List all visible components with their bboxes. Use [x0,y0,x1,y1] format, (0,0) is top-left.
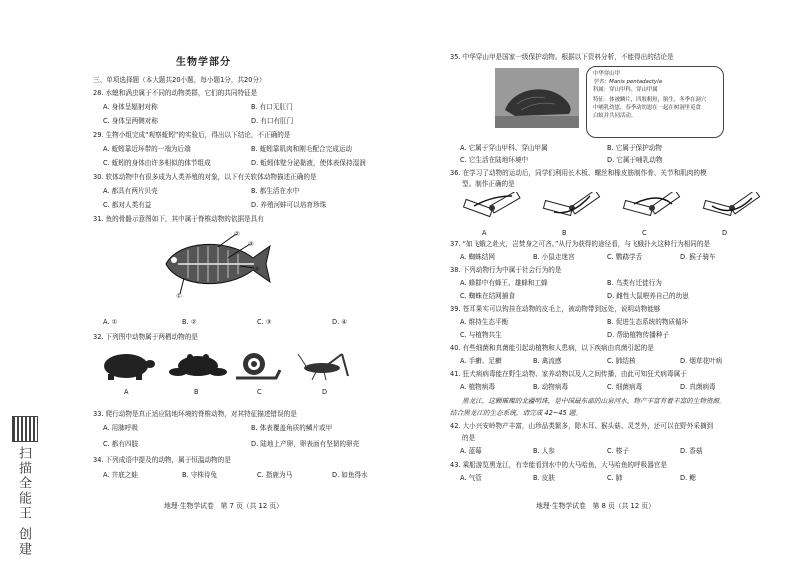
pangolin-info-box [586,66,724,138]
fish-label-2: ② [234,230,240,238]
passage-line-2: 结合黑龙江的生态系统，请完成 42~45 题。 [450,409,582,417]
q30-option-d[interactable]: D. 养殖河蚌可以培育珍珠 [251,201,327,209]
q42-stem: 42. 大小兴安岭物产丰富，山珍品类繁多，除木耳、猴头菇、灵芝外，还可以在野外采摘到 [450,422,714,430]
q40-stem: 40. 有些细菌和真菌能引起动植物和人患病，以下疾病由真菌引起的是 [450,344,654,352]
q35-option-d[interactable]: D. 它属于哺乳动物 [607,156,663,164]
q31-option-d[interactable]: D. ④ [332,318,348,326]
q36-option-b[interactable]: B [562,229,567,237]
q43-option-c[interactable]: C. 肺 [607,474,623,482]
q29-option-c[interactable]: C. 蚯蚓的身体由许多相似的体节组成 [103,159,211,167]
q40-option-c[interactable]: C. 肺结核 [607,357,636,365]
info-line-1: 中华穿山甲 [593,71,620,77]
info-line-3: 科属：穿山甲科、穿山甲属 [593,87,658,93]
fish-label-4: ④ [254,265,260,273]
q31-option-a[interactable]: A. ① [103,318,118,326]
q34-option-a[interactable]: A. 井底之蛙 [103,471,138,479]
right-page-footer: 地理·生物学试卷 第 8 页（共 12 页） [536,502,655,510]
q41-option-b[interactable]: B. 动物病毒 [533,383,569,391]
section-title: 生物学部分 [176,57,231,68]
fish-skeleton-figure [158,228,278,300]
q28-stem: 28. 水螅和涡虫属于不同的动物类群，它们的共同特征是 [93,89,258,97]
q30-option-b[interactable]: B. 都生活在水中 [251,187,300,195]
q36-option-a[interactable]: A [482,229,487,237]
q28-option-c[interactable]: C. 身体呈两侧对称 [103,117,158,125]
q42-option-d[interactable]: D. 香菇 [680,447,703,455]
q42-option-b[interactable]: B. 人参 [533,447,555,455]
q40-option-d[interactable]: D. 烟草花叶病 [680,357,723,365]
info-line-4: 特征：体被鳞片，四肢粗短，胎生，冬季在洞穴 [593,97,707,103]
q36-option-c[interactable]: C [642,229,647,237]
q39-stem: 39. 苍耳果实可以钩挂在动物的皮毛上，被动物带到远处，说明动物能够 [450,305,661,313]
q30-stem: 30. 软体动物中有很多成为人类养殖的对象，以下有关软体动物描述正确的是 [93,173,317,181]
q40-option-a[interactable]: A. 手癣、足癣 [460,357,502,365]
q37-option-a[interactable]: A. 蜘蛛结网 [460,253,495,261]
passage-line-1: 黑龙江，这颗璀璨的北疆明珠，是中国最东部的山泉河水，物产丰富有着丰富的生物资源。 [462,397,726,405]
q37-option-b[interactable]: B. 小鼠走迷宫 [533,253,575,261]
q41-stem: 41. 狂犬病病毒能在野生动物、家养动物以及人之间传播，由此可知狂犬病毒属于 [450,370,687,378]
frog-image [168,350,228,382]
fish-label-3: ③ [248,240,254,248]
scanner-watermark-text: 扫描全能王 创建 [16,446,31,558]
q39-option-c[interactable]: C. 与植物共生 [460,331,502,339]
q31-option-b[interactable]: B. ② [182,318,197,326]
q36-option-d[interactable]: D [722,229,728,237]
q39-option-d[interactable]: D. 帮助植物传播种子 [607,331,670,339]
q33-option-b[interactable]: B. 体表覆盖角质的鳞片或甲 [251,424,333,432]
q35-option-b[interactable]: B. 它属于保护动物 [607,144,662,152]
q38-option-b[interactable]: B. 鸟类有迁徙行为 [607,279,662,287]
q34-option-b[interactable]: B. 守株待兔 [182,471,218,479]
q29-stem: 29. 生物小组完成“观察蚯蚓”的实验后，得出以下结论，不正确的是 [93,131,291,139]
q33-stem: 33. 爬行动物是真正适应陆地环境的脊椎动物，对其特征描述错误的是 [93,410,297,418]
q39-option-b[interactable]: B. 促进生态系统的物质循环 [607,318,689,326]
info-line-6: 白蚁并共同活动。 [593,113,637,119]
q31-option-c[interactable]: C. ③ [257,318,272,326]
scanner-watermark [6,416,42,557]
q32-option-b[interactable]: B [194,388,199,396]
left-page-footer: 地理·生物学试卷 第 7 页（共 12 页） [164,502,283,510]
q28-option-d[interactable]: D. 有口有肛门 [251,117,294,125]
q38-option-c[interactable]: C. 蜘蛛在结网捕食 [460,292,515,300]
turtle-image [96,350,156,382]
q34-option-d[interactable]: D. 如鱼得水 [332,471,368,479]
q29-option-b[interactable]: B. 蚯蚓靠肌肉和刚毛配合完成运动 [251,145,353,153]
q43-option-a[interactable]: A. 气管 [460,474,482,482]
q30-option-a[interactable]: A. 都具有两片贝壳 [103,187,158,195]
q38-option-a[interactable]: A. 蜂群中有蜂王、雄蜂和工蜂 [460,279,548,287]
info-line-5: 中哺乳幼崽，春季动幼崽在一起在树洞里觅食 [593,105,701,111]
q29-option-a[interactable]: A. 蚯蚓靠近环带的一端为后端 [103,145,191,153]
q33-option-c[interactable]: C. 都有四肢 [103,440,139,448]
grasshopper-image [296,350,352,382]
q43-option-b[interactable]: B. 皮肤 [533,474,555,482]
q38-stem: 38. 下列动物行为中属于社会行为的是 [450,266,562,274]
q41-option-d[interactable]: D. 真菌病毒 [680,383,716,391]
q32-stem: 32. 下列图中动物属于两栖动物的是 [93,333,198,341]
q33-option-a[interactable]: A. 用肺呼吸 [103,424,138,432]
pangolin-photo [495,68,579,128]
q35-option-c[interactable]: C. 它生活在陆地环境中 [460,156,529,164]
q37-stem: 37. “如飞蛾之赴火，岂焚身之可吝。”从行为获得的途径看，与飞蛾扑火这种行为相同的是 [450,240,711,248]
q38-option-d[interactable]: D. 雌性大鼠喂养自己的幼崽 [607,292,689,300]
q37-option-d[interactable]: D. 猴子骑车 [680,253,716,261]
snail-image [232,350,282,382]
q43-stem: 43. 乘船游览黑龙江，有幸能看到水中的大马哈鱼，大马哈鱼的呼吸器官是 [450,461,667,469]
q29-option-d[interactable]: D. 蚯蚓体壁分泌黏液，使体表保持湿润 [251,159,366,167]
q34-option-c[interactable]: C. 指鹿为马 [257,471,293,479]
q35-stem: 35. 中华穿山甲是国家一级保护动物。根据以下资料分析，不能得出的结论是 [450,53,674,61]
q39-option-a[interactable]: A. 维持生态平衡 [460,318,509,326]
q41-option-c[interactable]: C. 细菌病毒 [607,383,643,391]
q41-option-a[interactable]: A. 植物病毒 [460,383,495,391]
q32-option-a[interactable]: A [124,388,129,396]
joint-model-figures [462,192,772,228]
q32-option-d[interactable]: D [322,388,328,396]
section-heading: 三、单项选择题（本大题共20小题，每小题1分，共20分） [93,76,266,84]
q32-option-c[interactable]: C [257,388,262,396]
q31-stem: 31. 鱼的骨骼示意图如下，其中属于脊椎动物的依据是具有 [93,215,264,223]
q36-stem: 36. 在学习了动物的运动后，同学们利用长木板、螺丝和橡皮筋制作骨、关节和肌肉的模 [450,169,707,177]
q30-option-c[interactable]: C. 都对人类有益 [103,201,152,209]
info-line-2: 学名：Manis pentadactyla [593,79,662,85]
q37-option-c[interactable]: C. 鹦鹉学舌 [607,253,643,261]
q34-stem: 34. 下列成语中提及的动物，属于恒温动物的是 [93,456,231,464]
q40-option-b[interactable]: B. 禽流感 [533,357,562,365]
q42-option-a[interactable]: A. 蓝莓 [460,447,482,455]
q28-option-a[interactable]: A. 身体呈辐射对称 [103,103,158,111]
q28-option-b[interactable]: B. 有口无肛门 [251,103,293,111]
q42-option-c[interactable]: C. 榛子 [607,447,629,455]
fish-label-1: ① [176,292,182,300]
q35-option-a[interactable]: A. 它属于穿山甲科、穿山甲属 [460,144,548,152]
q36-stem-line2: 型。制作正确的是 [462,180,515,188]
q42-stem-line2: 的是 [462,434,476,442]
q43-option-d[interactable]: D. 鳃 [680,474,696,482]
qr-code-icon [12,416,38,442]
q33-option-d[interactable]: D. 陆地上产卵，卵表面有坚韧的卵壳 [251,440,360,448]
